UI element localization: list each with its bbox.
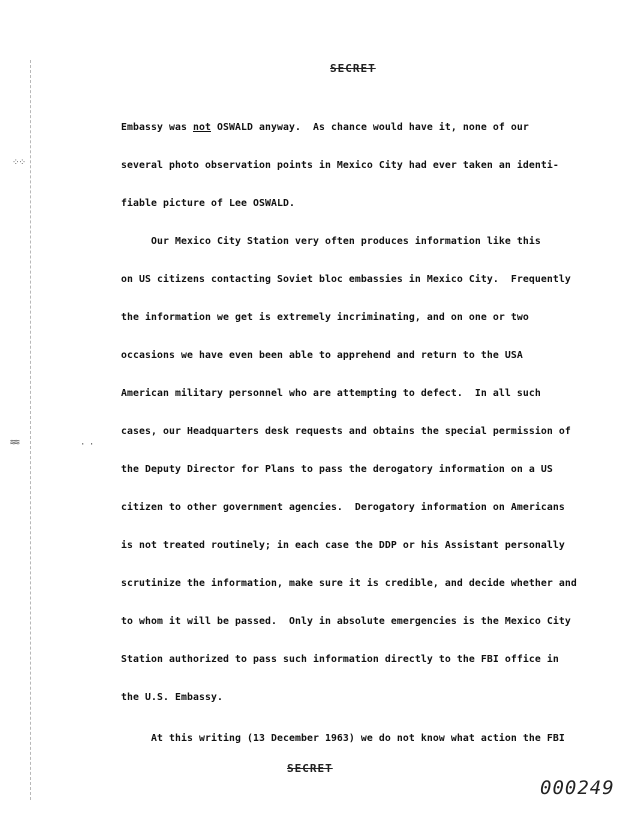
text-line [121,236,541,248]
text-line [121,733,565,745]
text-line [121,388,541,400]
text-segment: scrutinize the information, make sure it is credible, and decide whether and [121,578,577,589]
text-line [121,160,559,172]
text-line [121,274,571,286]
text-segment: the U.S. Embassy. [121,692,223,703]
text-line [121,502,565,514]
classification-stamp-bottom: SECRET [287,762,333,775]
text-segment: the information we get is extremely incriminating, and on one or two [121,312,529,323]
text-segment: fiable picture of Lee OSWALD. [121,198,295,209]
text-line [121,616,571,628]
text-line [121,198,295,210]
text-segment: OSWALD anyway. As chance would have it, none of our [210,122,529,133]
document-number: 000249 [540,777,615,799]
text-segment: to whom it will be passed. Only in absolute emergencies is the Mexico City [121,616,571,627]
scan-artifact: · · [80,440,94,450]
text-segment: At this writing (13 December 1963) we do not know what action the FBI [121,733,565,744]
text-segment: on US citizens contacting Soviet bloc embassies in Mexico City. Frequently [121,274,571,285]
left-margin-rule [30,60,31,800]
text-line [121,350,523,362]
scan-artifact: ⁘⁘ [12,158,26,168]
text-line [121,540,565,552]
text-segment: Station authorized to pass such information directly to the FBI office in [121,654,559,665]
text-line [121,654,559,666]
text-line [121,122,529,134]
text-line [121,578,577,590]
text-segment: the Deputy Director for Plans to pass the derogatory information on a US [121,464,553,475]
text-segment: Our Mexico City Station very often produces information like this [121,236,541,247]
text-segment: American military personnel who are attempting to defect. In all such [121,388,541,399]
scan-artifact: ≋≋ [10,438,19,448]
emphasized-word: not [192,122,211,133]
text-line [121,464,553,476]
classification-stamp-top: SECRET [330,62,376,75]
text-segment: cases, our Headquarters desk requests and obtains the special permission of [121,426,571,437]
text-segment: several photo observation points in Mexico City had ever taken an identi- [121,160,559,171]
text-line [121,426,571,438]
text-line [121,312,529,324]
text-segment: occasions we have even been able to apprehend and return to the USA [121,350,523,361]
text-segment: is not treated routinely; in each case the DDP or his Assistant personally [121,540,565,551]
text-line [121,692,223,704]
text-segment: Embassy was [121,122,193,133]
text-segment: citizen to other government agencies. Derogatory information on Americans [121,502,565,513]
